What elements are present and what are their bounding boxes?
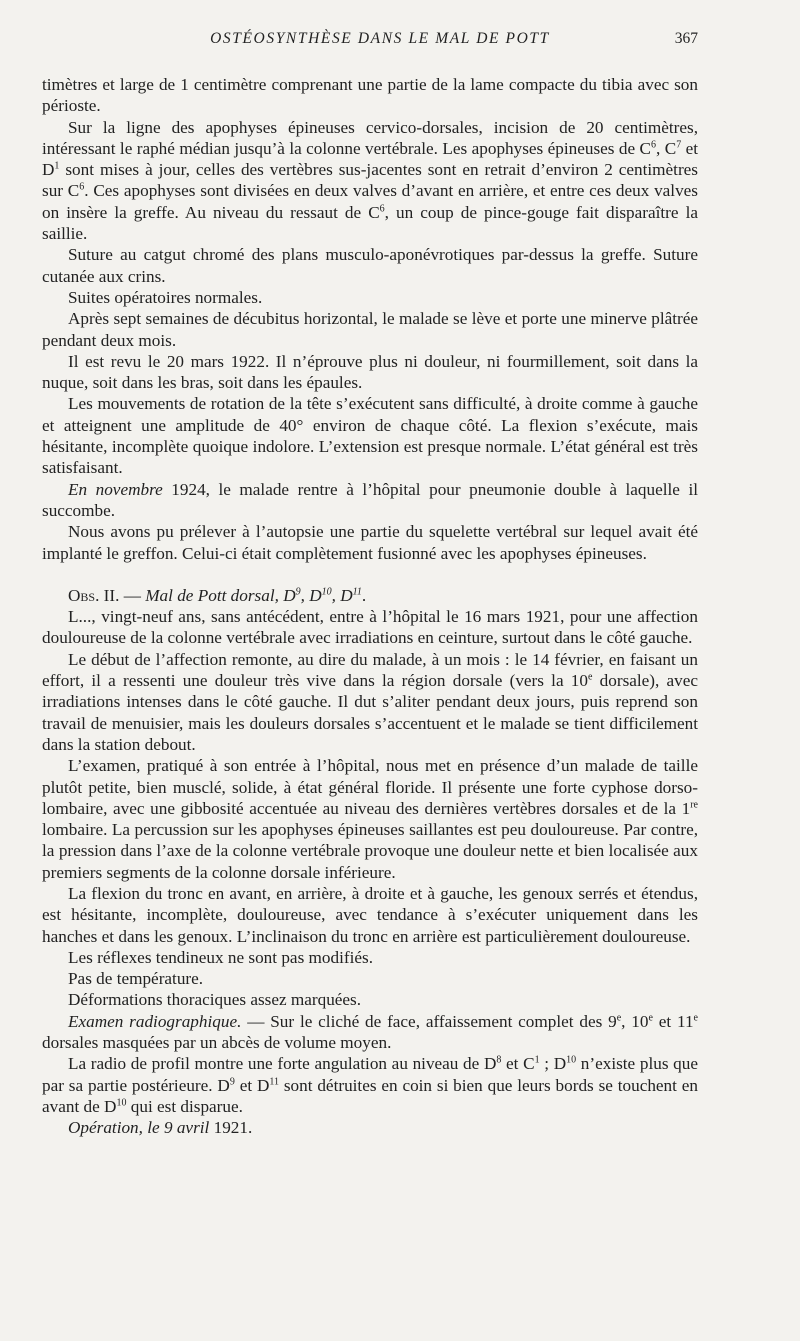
paragraph: L..., vingt-neuf ans, sans antécédent, entre à l’hôpital le 16 mars 1921, pour une affection douloureuse de la colonne vertébrale avec irradiations en ceinture, surtout dans le côté gauche. [42, 607, 698, 648]
observation-heading: Obs. II. — Mal de Pott dorsal, $D^9$, $D^{10}$, $D^{11}$. [68, 585, 367, 605]
paragraph: Les mouvements de rotation de la tête s’exécutent sans difficulté, à droite comme à gauche et atteignent une amplitude de 40° environ de chaque côté. La flexion s’exécute, mais hésitante, incomplète quoique indolore. L’extension est presque normale. L’état général est très satisfaisant. [42, 394, 698, 478]
paragraph: Il est revu le 20 mars 1922. Il n’éprouve plus ni douleur, ni fourmillement, soit dans la nuque, soit dans les bras, soit dans les épaules. [42, 351, 698, 393]
paragraph: Suites opératoires normales. [68, 287, 263, 307]
paragraph: La radio de profil montre une forte angulation au niveau de $D^8$ et $C^1$ ; $D^{10}$ n’existe plus que par sa partie postérieure. $D^9$ et $D^{11}$ sont détruites en coin si bien que leurs bords se touchent en avant de $D^{10}$ qui est disparue. [42, 1054, 698, 1116]
paragraph: Le début de l’affection remonte, au dire du malade, à un mois : le 14 février, en faisant un effort, il a ressenti une douleur très vive dans la région dorsale (vers la 10e dorsale), avec irradiations intenses dans le côté gauche. Il dut s’aliter pendant deux jours, puis reprend son travail de menuisier, mais les douleurs dorsales s’accentuent et le malade se tient difficilement dans la station debout. [42, 649, 698, 754]
paragraph: Déformations thoraciques assez marquées. [68, 990, 362, 1010]
paragraph: Nous avons pu prélever à l’autopsie une partie du squelette vertébral sur lequel avait été implanté le greffon. Celui-ci était complètement fusionné avec les apophyses épineuses. [42, 522, 698, 563]
body-text [42, 74, 698, 1139]
page [42, 30, 698, 1139]
paragraph: En novembre 1924, le malade rentre à l’hôpital pour pneumonie double à laquelle il succombe. [42, 479, 698, 520]
running-title: OSTÉOSYNTHÈSE DANS LE MAL DE POTT [210, 30, 550, 47]
paragraph: timètres et large de 1 centimètre comprenant une partie de la lame compacte du tibia avec son périoste. [42, 75, 698, 116]
paragraph: Les réflexes tendineux ne sont pas modifiés. [68, 947, 373, 967]
paragraph: Après sept semaines de décubitus horizontal, le malade se lève et porte une minerve plâtrée pendant deux mois. [42, 309, 698, 350]
paragraph: L’examen, pratiqué à son entrée à l’hôpital, nous met en présence d’un malade de taille plutôt petite, bien musclé, solide, à état général floride. Il présente une forte cyphose dorso-lombaire, avec une gibbosité accentuée au niveau des dernières vertèbres dorsales et de la 1re lombaire. La percussion sur les apophyses épineuses saillantes est peu douloureuse. Par contre, la pression dans l’axe de la colonne vertébrale provoque une douleur nette et bien localisée aux premiers segments de la colonne dorsale inférieure. [42, 756, 698, 882]
paragraph: Opération, le 9 avril 1921. [68, 1118, 253, 1138]
paragraph: Pas de température. [68, 969, 204, 989]
paragraph: Sur la ligne des apophyses épineuses cervico-dorsales, incision de 20 centimètres, intéressant le raphé médian jusqu’à la colonne vertébrale. Les apophyses épineuses de $C^6$, $C^7$ et $D^1$ sont mises à jour, celles des vertèbres sus-jacentes sont en retrait d’environ 2 centimètres sur $C^6$. Ces apophyses sont divisées en deux valves d’avant en arrière, et entre ces deux valves on insère la greffe. Au niveau du ressaut de $C^6$, un coup de pince-gouge fait disparaître la saillie. [42, 117, 699, 244]
paragraph: La flexion du tronc en avant, en arrière, à droite et à gauche, les genoux serrés et étendus, est hésitante, incomplète, douloureuse, avec tendance à s’exécuter uniquement dans les hanches et dans les genoux. L’inclinaison du tronc en arrière est particulièrement douloureuse. [42, 883, 698, 946]
page-number: 367 [674, 30, 698, 47]
running-header [42, 30, 698, 58]
paragraph: Examen radiographique. — Sur le cliché de face, affaissement complet des 9e, 10e et 11e dorsales masquées par un abcès de volume moyen. [42, 1011, 698, 1053]
paragraph: Suture au catgut chromé des plans musculo-aponévrotiques par-dessus la greffe. Suture cutanée aux crins. [42, 245, 698, 286]
